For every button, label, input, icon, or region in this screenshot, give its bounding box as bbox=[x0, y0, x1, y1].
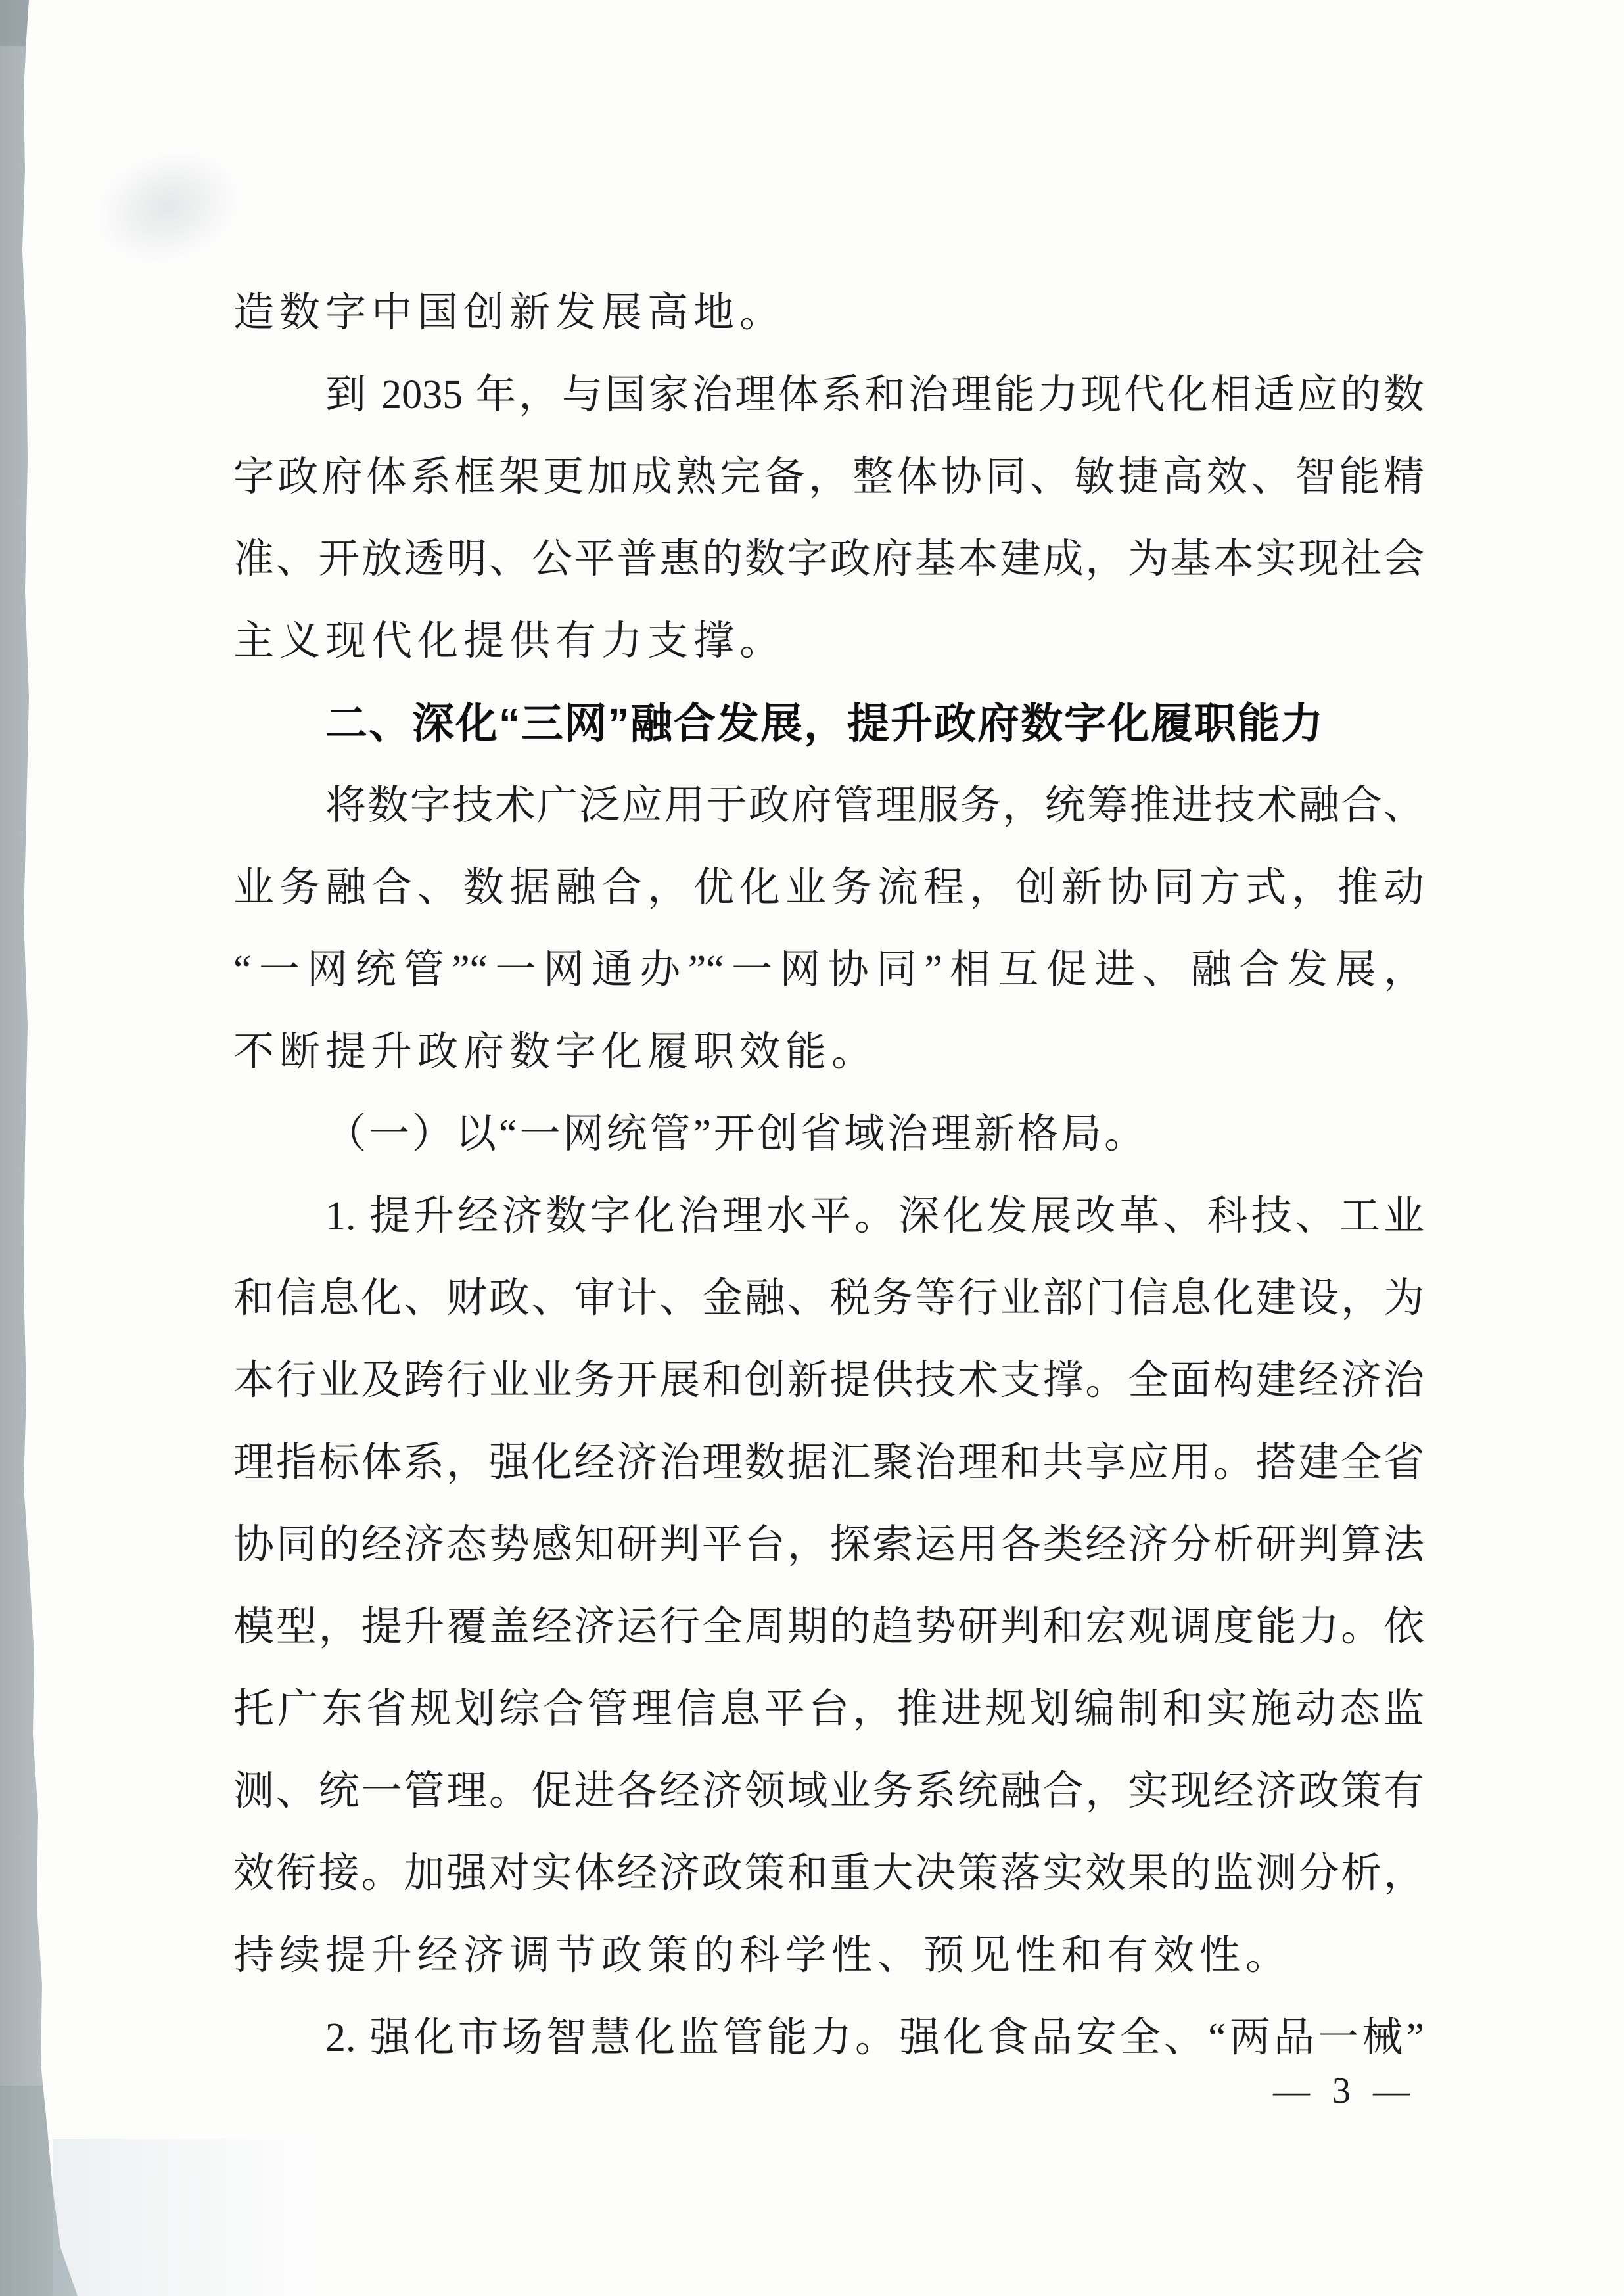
document-body bbox=[233, 272, 1424, 2079]
text-line: 测、统一管理。促进各经济领域业务系统融合，实现经济政策有 bbox=[233, 1769, 1424, 1814]
text-line: 到 2035 年，与国家治理体系和治理能力现代化相适应的数 bbox=[325, 373, 1424, 417]
clause-lead: 1. 提升经济数字化治理水平。 bbox=[325, 1194, 899, 1239]
page-number: — 3 — bbox=[1273, 2071, 1416, 2111]
clause-rest: 深化发展改革、科技、工业 bbox=[898, 1194, 1424, 1239]
scan-binding-artifact-top bbox=[0, 0, 85, 46]
scan-smudge bbox=[78, 131, 256, 284]
text-line: “一网统管”“一网通办”“一网协同”相互促进、融合发展， bbox=[233, 948, 1424, 992]
clause-lead: 2. 强化市场智慧化监管能力。 bbox=[325, 2015, 900, 2060]
text-line: 托广东省规划综合管理信息平台，推进规划编制和实施动态监 bbox=[233, 1687, 1424, 1732]
text-line: 效衔接。加强对实体经济政策和重大决策落实效果的监测分析， bbox=[233, 1851, 1424, 1896]
text-line: 主义现代化提供有力支撑。 bbox=[233, 619, 786, 664]
text-line: 模型，提升覆盖经济运行全周期的趋势研判和宏观调度能力。依 bbox=[233, 1605, 1424, 1649]
section-heading: 二、深化“三网”融合发展，提升政府数字化履职能力 bbox=[325, 700, 1324, 747]
text-line: 将数字技术广泛应用于政府管理服务，统筹推进技术融合、 bbox=[325, 783, 1424, 828]
text-line: 字政府体系框架更加成熟完备，整体协同、敏捷高效、智能精 bbox=[233, 455, 1424, 499]
subsection-heading: （一）以“一网统管”开创省域治理新格局。 bbox=[325, 1112, 1148, 1157]
text-line: 准、开放透明、公平普惠的数字政府基本建成，为基本实现社会 bbox=[233, 537, 1424, 582]
text-line bbox=[233, 1176, 1424, 1258]
text-line: 造数字中国创新发展高地。 bbox=[233, 290, 786, 335]
text-line: 和信息化、财政、审计、金融、税务等行业部门信息化建设，为 bbox=[233, 1276, 1424, 1321]
text-line bbox=[233, 1997, 1424, 2079]
text-line: 本行业及跨行业业务开展和创新提供技术支撑。全面构建经济治 bbox=[233, 1358, 1424, 1403]
text-line: 不断提升政府数字化履职效能。 bbox=[233, 1030, 878, 1074]
text-line: 理指标体系，强化经济治理数据汇聚治理和共享应用。搭建全省 bbox=[233, 1440, 1424, 1485]
scan-binding-artifact bbox=[0, 0, 85, 2296]
text-line: 协同的经济态势感知研判平台，探索运用各类经济分析研判算法 bbox=[233, 1523, 1424, 1567]
text-line: 业务融合、数据融合，优化业务流程，创新协同方式，推动 bbox=[233, 865, 1424, 910]
text-line: 持续提升经济调节政策的科学性、预见性和有效性。 bbox=[233, 1933, 1292, 1978]
scan-smudge bbox=[53, 2139, 315, 2296]
clause-rest: 强化食品安全、“两品一械” bbox=[899, 2015, 1424, 2060]
